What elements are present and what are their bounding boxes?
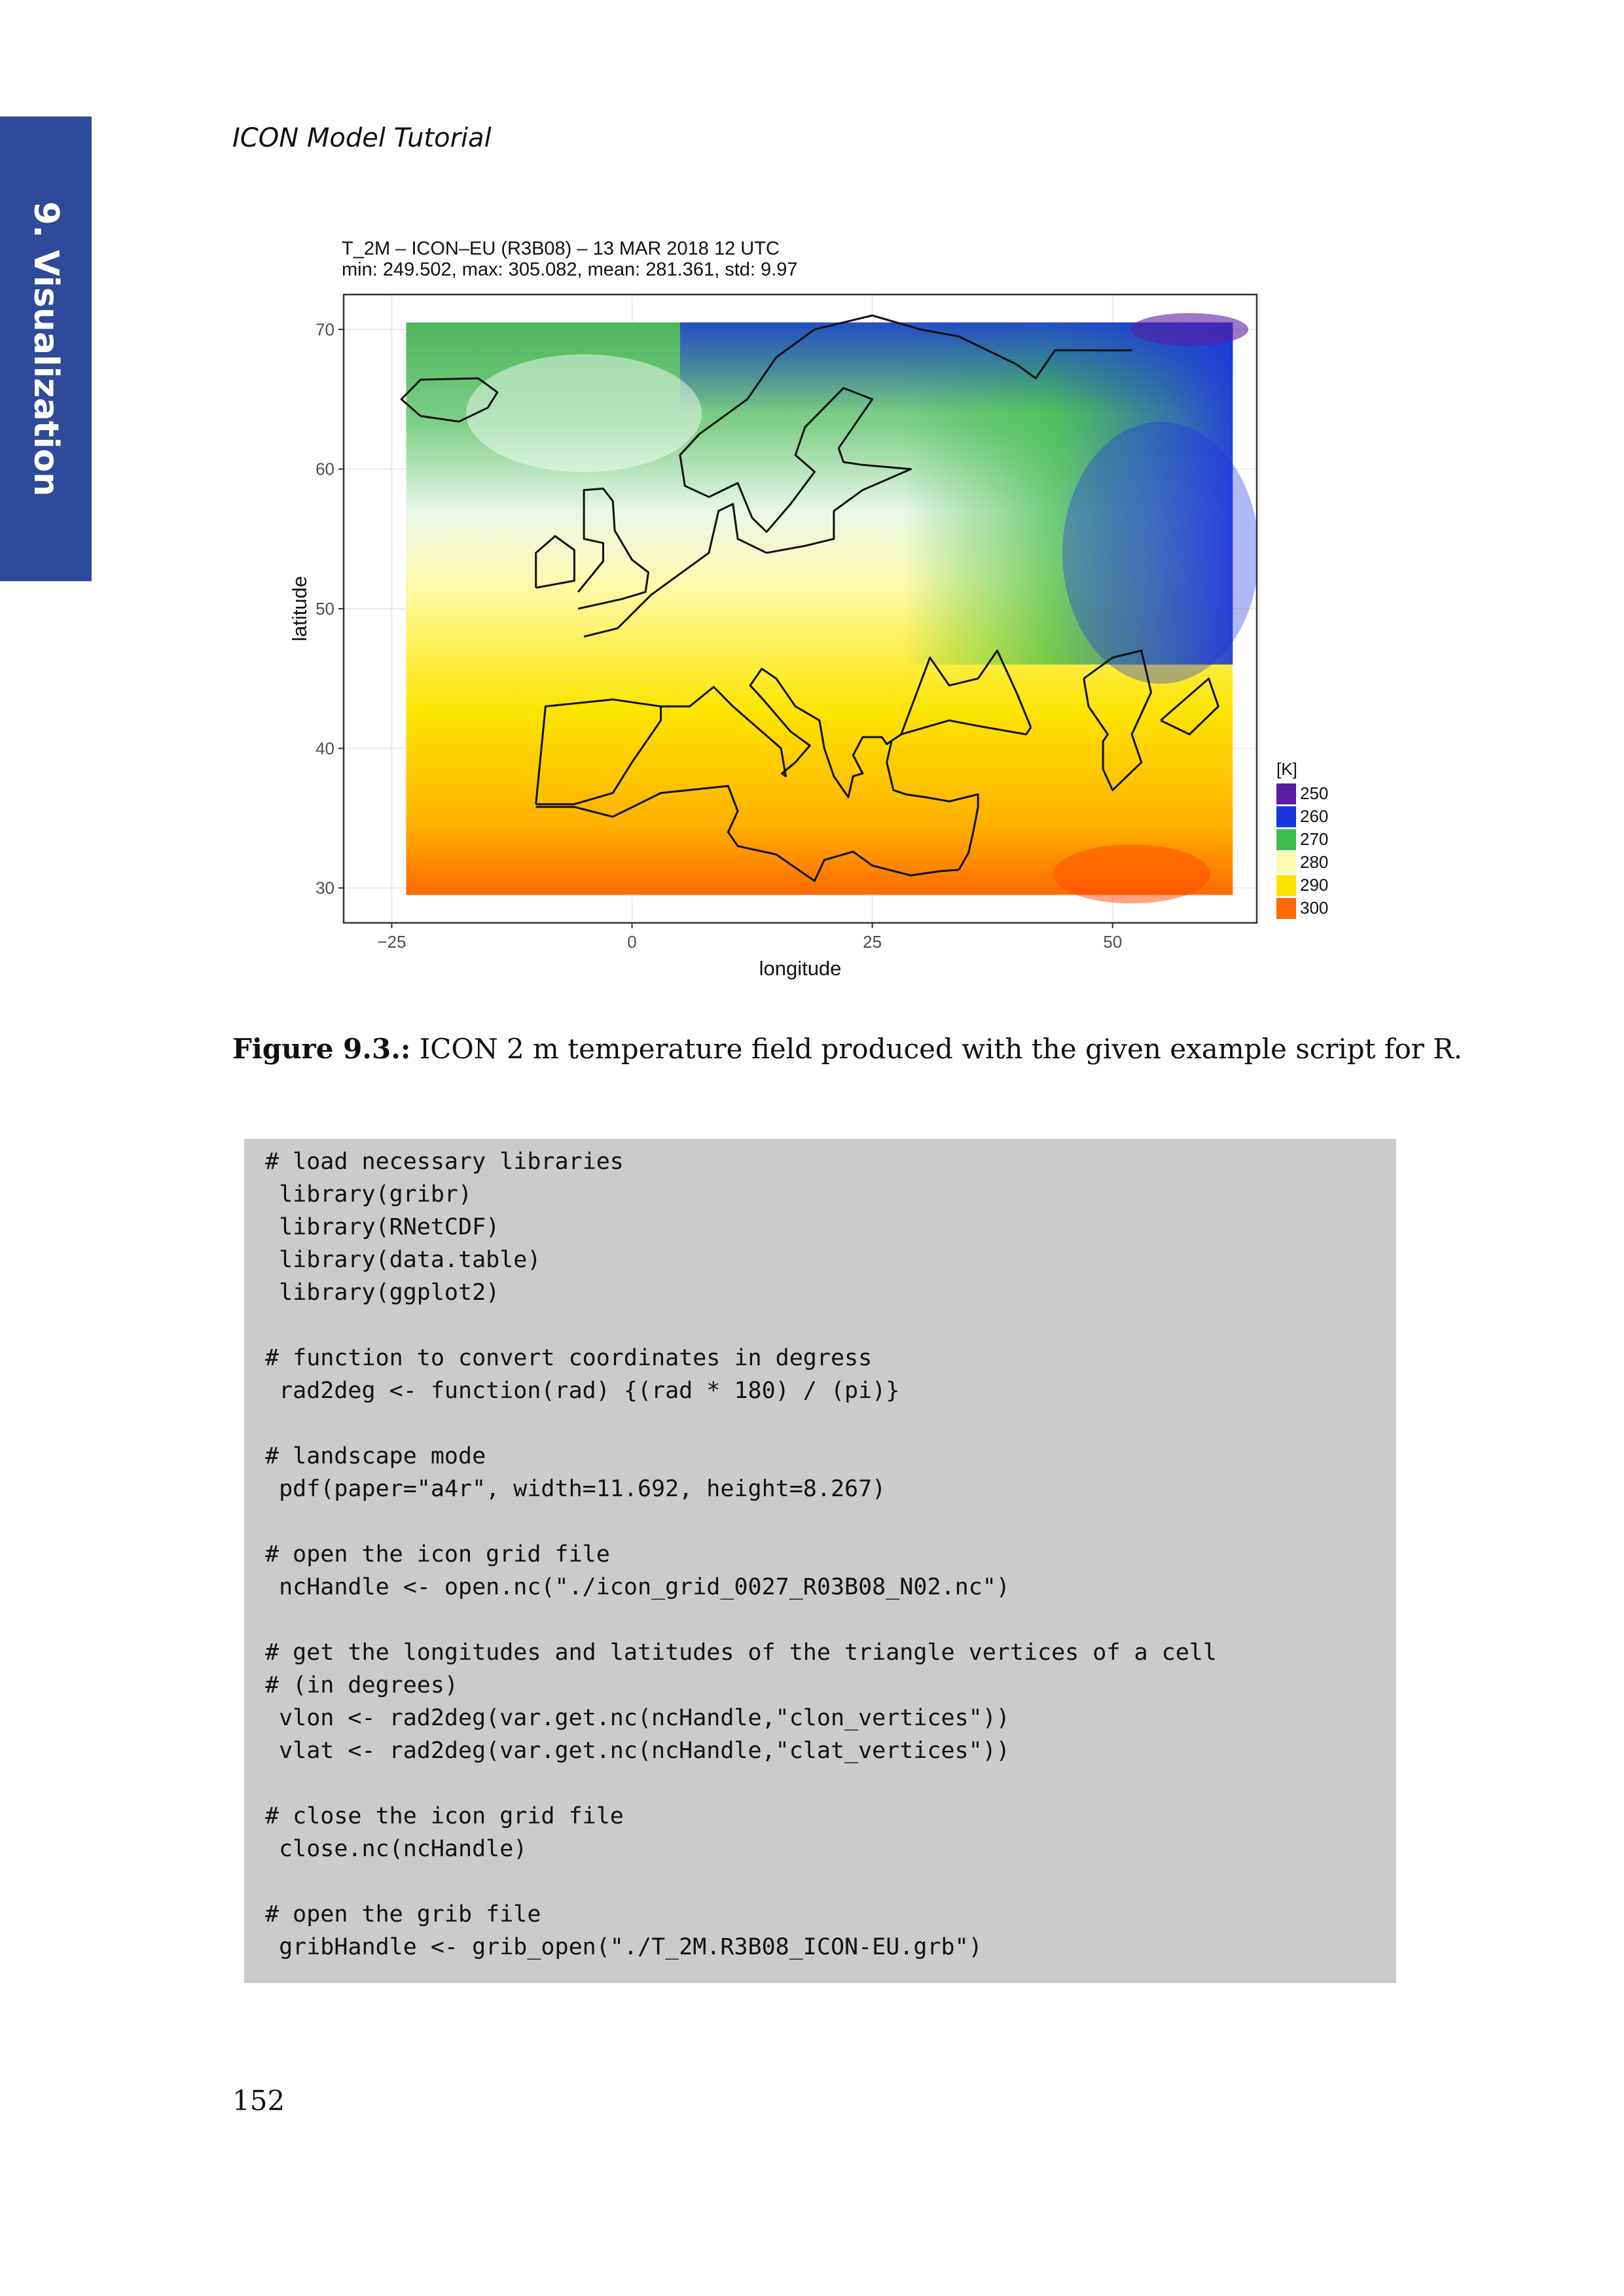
- temperature-field-coldest: [1130, 313, 1248, 346]
- code-line: ncHandle <- open.nc("./icon_grid_0027_R03B08_N02.nc"): [265, 1574, 1010, 1600]
- y-axis-label: latitude: [288, 576, 311, 641]
- chart-legend: [1276, 759, 1328, 920]
- y-tick-label: 40: [316, 738, 334, 759]
- legend-entry: [1276, 805, 1328, 828]
- legend-label: 290: [1300, 875, 1329, 895]
- code-line: # load necessary libraries: [265, 1149, 624, 1175]
- y-tick-label: 70: [316, 319, 334, 340]
- chapter-side-tab: [0, 117, 92, 581]
- code-line: # close the icon grid file: [265, 1803, 624, 1829]
- x-tick-label: 25: [863, 932, 882, 952]
- code-line: # open the grib file: [265, 1901, 541, 1928]
- page-number: 152: [232, 2085, 285, 2117]
- code-line: library(gribr): [265, 1181, 473, 1208]
- legend-swatch: [1276, 875, 1296, 896]
- code-line: library(RNetCDF): [265, 1214, 500, 1240]
- code-line: vlat <- rad2deg(var.get.nc(ncHandle,"clat_vertices")): [265, 1738, 1010, 1764]
- running-header: ICON Model Tutorial: [232, 123, 492, 153]
- x-axis-label: longitude: [759, 957, 842, 980]
- chart-title-block: [342, 238, 797, 280]
- code-line: [265, 1604, 1396, 1636]
- legend-label: 300: [1300, 898, 1329, 918]
- legend-swatch: [1276, 783, 1296, 804]
- legend-entry: [1276, 782, 1328, 805]
- x-tick-label: −25: [377, 932, 406, 952]
- y-tick-label: 30: [316, 878, 334, 898]
- figure-caption-text: ICON 2 m temperature field produced with the given example script for R.: [410, 1033, 1463, 1065]
- code-line: rad2deg <- function(rad) {(rad * 180) / (pi)}: [265, 1378, 900, 1404]
- code-line: # (in degrees): [265, 1672, 459, 1698]
- legend-swatch: [1276, 806, 1296, 827]
- legend-entry: [1276, 828, 1328, 851]
- code-line: library(data.table): [265, 1247, 541, 1273]
- code-line: # open the icon grid file: [265, 1541, 610, 1568]
- legend-swatch: [1276, 829, 1296, 850]
- legend-swatch: [1276, 898, 1296, 919]
- code-line: [265, 1865, 1396, 1898]
- code-line: # function to convert coordinates in degress: [265, 1345, 873, 1371]
- legend-swatch: [1276, 852, 1296, 873]
- temperature-map-chart: [281, 236, 1283, 982]
- chart-title: T_2M – ICON–EU (R3B08) – 13 MAR 2018 12 UTC: [342, 238, 780, 259]
- legend-entry: [1276, 897, 1328, 920]
- y-tick-label: 50: [316, 599, 334, 619]
- code-line: pdf(paper="a4r", width=11.692, height=8.267): [265, 1476, 886, 1502]
- figure-caption-label: Figure 9.3.:: [232, 1033, 411, 1065]
- legend-entry: [1276, 851, 1328, 874]
- code-listing: [244, 1139, 1396, 1983]
- code-line: # landscape mode: [265, 1443, 486, 1469]
- code-line: [265, 1505, 1396, 1538]
- y-tick-label: 60: [316, 459, 334, 479]
- code-line: [265, 1407, 1396, 1440]
- temperature-field-ocean-mild: [466, 354, 702, 472]
- legend-label: 260: [1300, 806, 1329, 826]
- code-line: vlon <- rad2deg(var.get.nc(ncHandle,"clon_vertices")): [265, 1705, 1010, 1731]
- code-line: library(ggplot2): [265, 1280, 500, 1306]
- chapter-side-tab-label: 9. Visualization: [26, 201, 65, 497]
- legend-label: 250: [1300, 783, 1329, 803]
- legend-entry: [1276, 874, 1328, 897]
- figure-caption: [232, 1033, 1463, 1065]
- code-line: gribHandle <- grib_open("./T_2M.R3B08_ICON-EU.grb"): [265, 1934, 983, 1960]
- legend-label: 270: [1300, 829, 1329, 849]
- code-line: close.nc(ncHandle): [265, 1836, 528, 1862]
- temperature-field: [406, 313, 1259, 903]
- legend-title: [K]: [1276, 759, 1297, 779]
- code-line: [265, 1309, 1396, 1342]
- chart-subtitle: min: 249.502, max: 305.082, mean: 281.361, std: 9.97: [342, 259, 798, 280]
- x-tick-label: 0: [627, 932, 637, 952]
- figure-temperature-map: [281, 236, 1329, 982]
- temperature-field-hot-core: [1053, 844, 1210, 903]
- temperature-field-cold-core: [1062, 422, 1259, 684]
- x-tick-label: 50: [1103, 932, 1123, 952]
- code-line: [265, 1767, 1396, 1800]
- legend-label: 280: [1300, 852, 1329, 872]
- code-line: # get the longitudes and latitudes of the triangle vertices of a cell: [265, 1640, 1217, 1666]
